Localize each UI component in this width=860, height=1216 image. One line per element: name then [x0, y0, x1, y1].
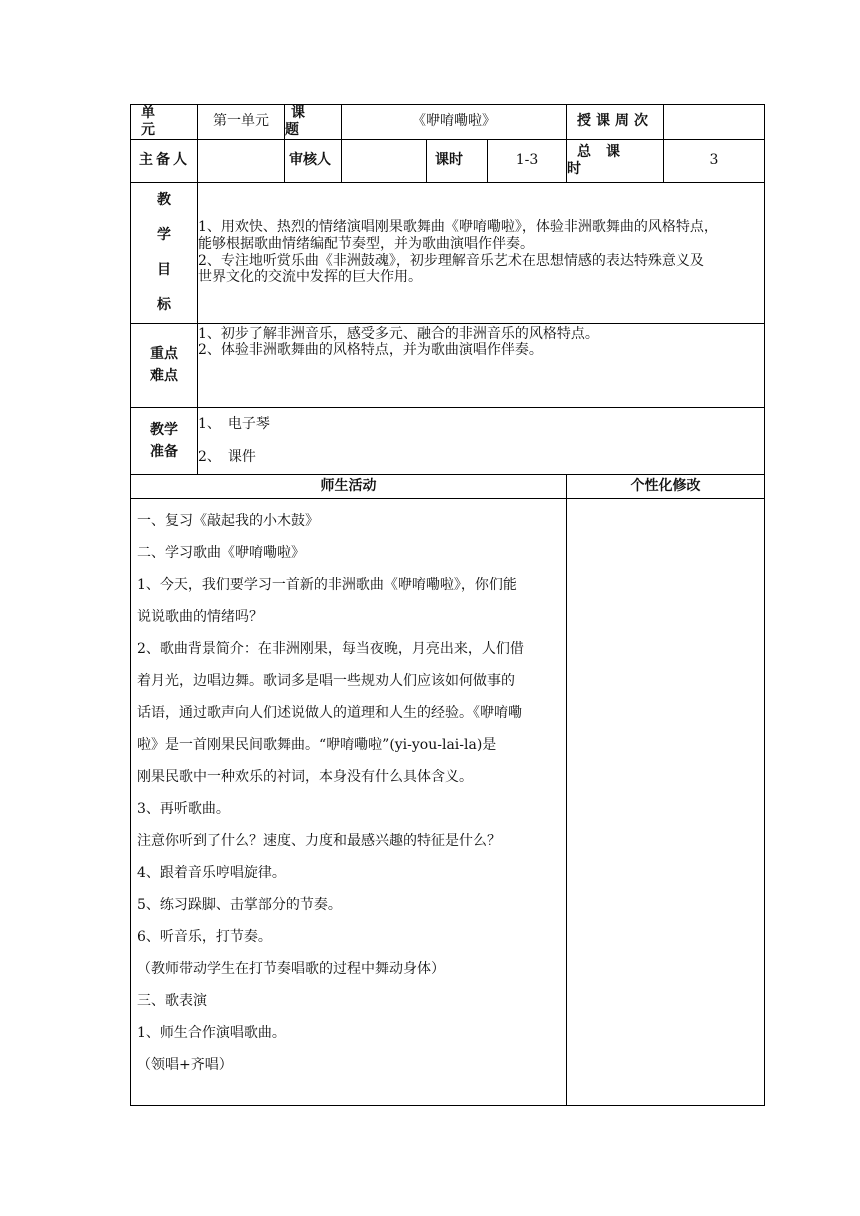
unit-label: 单元 [141, 105, 179, 138]
preparer-label: 主备人 [139, 152, 190, 169]
goals-row [131, 182, 765, 323]
preparation-line: 2、 课件 [198, 448, 256, 465]
unit-value: 第一单元 [198, 105, 285, 140]
activity-line: 一、复习《敲起我的小木鼓》 [137, 512, 319, 529]
period-value: 1-3 [488, 139, 567, 182]
goals-label-char: 教 [157, 191, 171, 208]
key-points-line: 2、体验非洲歌舞曲的风格特点，并为歌曲演唱作伴奏。 [198, 342, 543, 359]
unit-label-cell [131, 105, 198, 140]
activity-line: 2、歌曲背景简介：在非洲刚果，每当夜晚，月亮出来，人们借 [137, 640, 524, 657]
total-label-cell [567, 139, 664, 182]
activity-line: （教师带动学生在打节奏唱歌的过程中舞动身体） [137, 960, 445, 977]
week-value [664, 105, 765, 140]
preparation-label-line: 教学 [150, 421, 178, 438]
key-points-label-line: 难点 [150, 368, 178, 385]
activity-line: 1、师生合作演唱歌曲。 [137, 1024, 286, 1041]
activity-line: 注意你听到了什么？速度、力度和最感兴趣的特征是什么？ [137, 832, 501, 849]
reviewer-label: 审核人 [289, 152, 331, 169]
week-label-cell [567, 105, 664, 140]
topic-label-cell [285, 105, 342, 140]
activity-line: 6、听音乐，打节奏。 [137, 928, 272, 945]
key-points-label [131, 323, 198, 407]
activity-body-row [131, 498, 765, 1105]
key-points-content [198, 323, 765, 407]
activity-header: 师生活动 [131, 474, 567, 498]
preparer-label-cell [131, 139, 198, 182]
activity-line: （领唱+齐唱） [137, 1056, 233, 1073]
topic-value: 《咿唷嘞啦》 [342, 105, 567, 140]
key-points-row [131, 323, 765, 407]
key-points-label-line: 重点 [150, 346, 178, 363]
preparation-line: 1、 电子琴 [198, 415, 270, 432]
total-value: 3 [664, 139, 765, 182]
goals-line: 1、用欢快、热烈的情绪演唱刚果歌舞曲《咿唷嘞啦》，体验非洲歌舞曲的风格特点， [198, 219, 718, 235]
goals-line: 能够根据歌曲情绪编配节奏型，并为歌曲演唱作伴奏。 [198, 235, 534, 252]
activity-line: 话语，通过歌声向人们述说做人的道理和人生的经验。《咿唷嘞 [137, 704, 522, 721]
preparer-value [198, 139, 285, 182]
activity-line: 1、今天，我们要学习一首新的非洲歌曲《咿唷嘞啦》，你们能 [137, 576, 517, 593]
header-row-2 [131, 139, 765, 182]
preparation-label-line: 准备 [150, 443, 178, 460]
activity-line: 二、学习歌曲《咿唷嘞啦》 [137, 544, 305, 561]
activity-line: 3、再听歌曲。 [137, 800, 230, 817]
key-points-line: 1、初步了解非洲音乐，感受多元、融合的非洲音乐的风格特点。 [198, 325, 599, 342]
topic-label: 课题 [285, 105, 319, 138]
activity-line: 着月光，边唱边舞。歌词多是唱一些规劝人们应该如何做事的 [137, 672, 515, 689]
preparation-label [131, 407, 198, 474]
activity-line: 啦》是一首刚果民间歌舞曲。“咿唷嘞啦”(yi-you-lai-la)是 [137, 736, 497, 753]
lesson-plan-table [130, 104, 765, 1106]
goals-label-char: 标 [157, 296, 171, 313]
preparation-row [131, 407, 765, 474]
activity-header-row [131, 474, 765, 498]
period-label-cell [427, 139, 488, 182]
goals-label-char: 目 [157, 261, 171, 278]
activity-line: 说说歌曲的情绪吗？ [137, 608, 263, 625]
goals-label-char: 学 [157, 226, 171, 243]
goals-line: 世界文化的交流中发挥的巨大作用。 [198, 269, 422, 286]
header-row-1 [131, 105, 765, 140]
activity-line: 4、跟着音乐哼唱旋律。 [137, 864, 286, 881]
total-label: 总课时 [567, 143, 636, 177]
activity-content [131, 498, 567, 1105]
goals-content [198, 182, 765, 323]
activity-line: 三、歌表演 [137, 992, 207, 1009]
period-label: 课时 [435, 152, 463, 169]
reviewer-value [342, 139, 427, 182]
week-label: 授课周次 [577, 113, 654, 130]
goals-line: 2、专注地听赏乐曲《非洲鼓魂》，初步理解音乐艺术在思想情感的表达特殊意义及 [198, 252, 704, 269]
reviewer-label-cell [285, 139, 342, 182]
preparation-content [198, 407, 765, 474]
goals-label [131, 182, 198, 323]
activity-line: 5、练习跺脚、击掌部分的节奏。 [137, 896, 342, 913]
notes-content [567, 498, 765, 1105]
activity-line: 刚果民歌中一种欢乐的衬词，本身没有什么具体含义。 [137, 768, 473, 785]
notes-header: 个性化修改 [567, 474, 765, 498]
